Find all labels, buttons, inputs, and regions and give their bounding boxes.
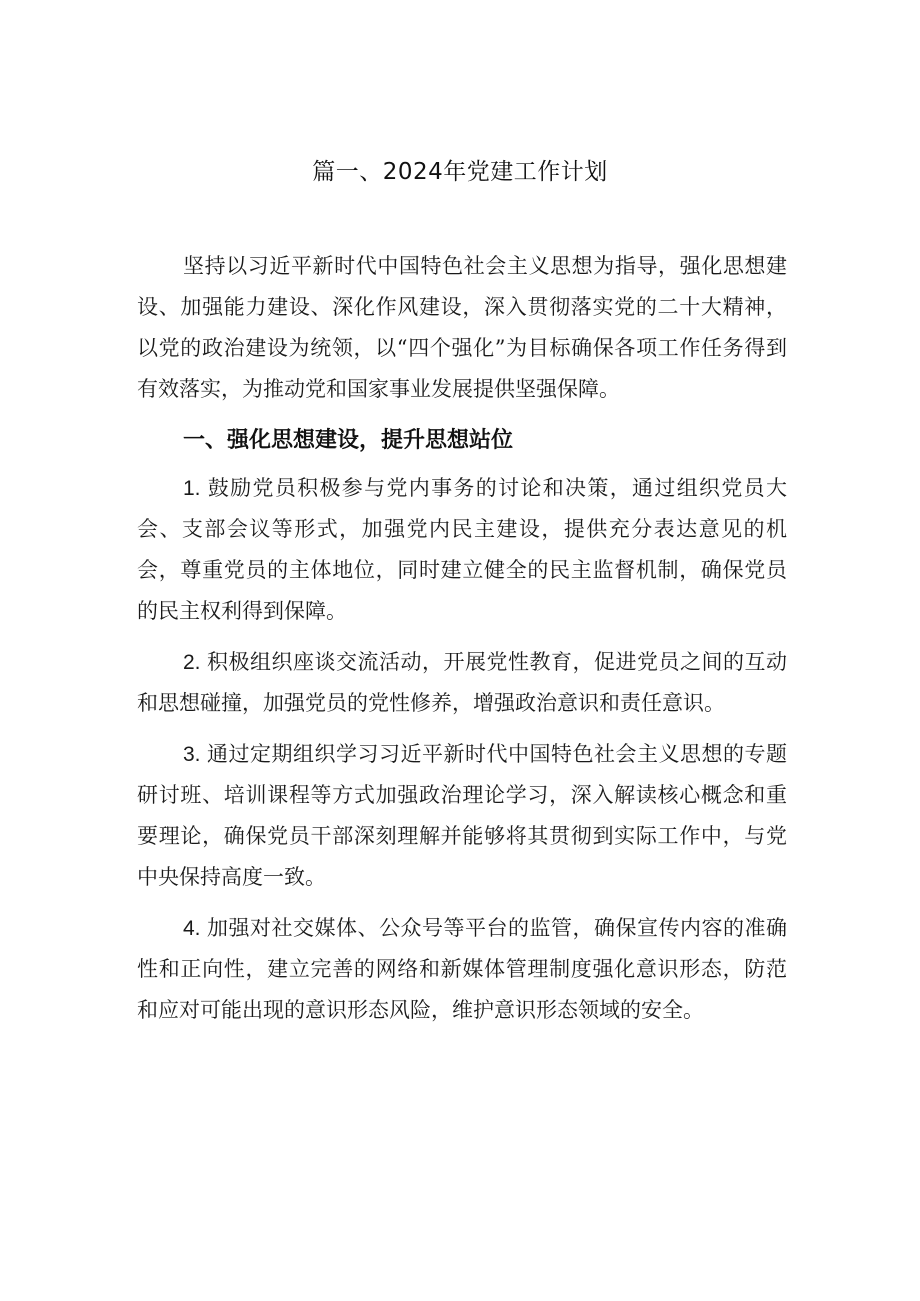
item-text: 积极组织座谈交流活动，开展党性教育，促进党员之间的互动和思想碰撞，加强党员的党性修养，增强政治意识和责任意识。 bbox=[137, 650, 787, 715]
item-number: 3. bbox=[183, 743, 201, 766]
intro-paragraph: 坚持以习近平新时代中国特色社会主义思想为指导，强化思想建设、加强能力建设、深化作风建设，深入贯彻落实党的二十大精神，以党的政治建设为统领，以“四个强化”为目标确保各项工作任务得到有效落实，为推动党和国家事业发展提供坚强保障。 bbox=[137, 254, 787, 401]
section-heading: 一、强化思想建设，提升思想站位 bbox=[183, 428, 514, 453]
item-number: 4. bbox=[183, 917, 201, 940]
document-body bbox=[137, 246, 787, 1041]
item-text: 通过定期组织学习习近平新时代中国特色社会主义思想的专题研讨班、培训课程等方式加强政治理论学习，深入解读核心概念和重要理论，确保党员干部深刻理解并能够将其贯彻到实际工作中，与党中央保持高度一致。 bbox=[137, 742, 787, 889]
list-item bbox=[137, 642, 787, 724]
item-number: 2. bbox=[183, 651, 201, 674]
list-item bbox=[137, 734, 787, 898]
document-title: 篇一、2024年党建工作计划 bbox=[312, 159, 608, 185]
item-text: 鼓励党员积极参与党内事务的讨论和决策，通过组织党员大会、支部会议等形式，加强党内民主建设，提供充分表达意见的机会，尊重党员的主体地位，同时建立健全的民主监督机制，确保党员的民主权利得到保障。 bbox=[137, 476, 787, 623]
list-item bbox=[137, 908, 787, 1031]
item-text: 加强对社交媒体、公众号等平台的监管，确保宣传内容的准确性和正向性，建立完善的网络和新媒体管理制度强化意识形态，防范和应对可能出现的意识形态风险，维护意识形态领域的安全。 bbox=[137, 916, 787, 1022]
item-number: 1. bbox=[183, 477, 201, 500]
list-item bbox=[137, 468, 787, 632]
